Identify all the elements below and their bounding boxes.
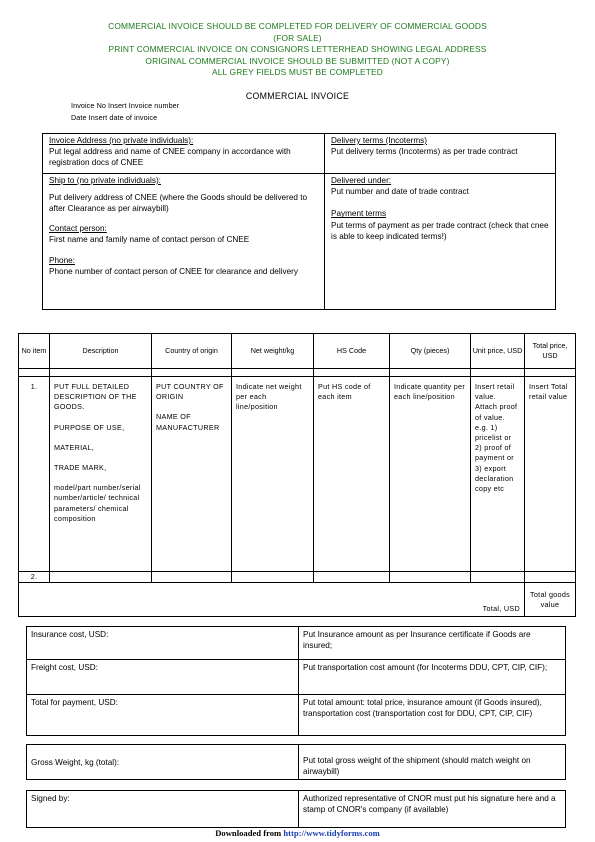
description-line: PUT FULL DETAILED DESCRIPTION OF THE GOODS.	[54, 382, 137, 412]
header-qty: Qty (pieces)	[390, 334, 471, 369]
page-title: COMMERCIAL INVOICE	[245, 91, 350, 101]
total-payment-field[interactable]: Put total amount: total price, insurance amount (if Goods insured), transportation cost (transportation cost for DDU, CPT, CIP, CIF)	[299, 695, 566, 736]
header-no-item: No item	[19, 334, 50, 369]
instruction-line-2: (FOR SALE)	[273, 32, 322, 43]
unit-price-cell[interactable]: Insert retail value. Attach proof of value. e.g. 1) pricelist or 2) proof of payment or 3) export declaration copy etc	[471, 377, 525, 572]
ship-to-label: Ship to (no private individuals):	[49, 176, 161, 185]
description-line: model/part number/serial number/article/ technical parameters/ chemical composition	[54, 483, 141, 523]
freight-cost-field[interactable]: Put transportation cost amount (for Incoterms DDU, CPT, CIP, CIF);	[299, 660, 566, 695]
payment-terms-text: Put terms of payment as per trade contract (check that cnee is able to keep indicated terms!)	[331, 220, 549, 241]
invoice-address-label: Invoice Address (no private individuals):	[49, 136, 194, 145]
description-line: TRADE MARK,	[54, 463, 107, 473]
delivery-terms-cell[interactable]	[325, 134, 556, 174]
phone-text: Phone number of contact person of CNEE for clearance and delivery	[49, 267, 298, 277]
empty-cell[interactable]	[471, 572, 525, 583]
country-cell[interactable]	[152, 377, 232, 572]
insurance-cost-label: Insurance cost, USD:	[27, 627, 299, 660]
invoice-date-field[interactable]: Date Insert date of invoice	[71, 113, 158, 122]
freight-cost-label: Freight cost, USD:	[27, 660, 299, 695]
signature-field[interactable]: Authorized representative of CNOR must put his signature here and a stamp of CNOR's company (if available)	[299, 791, 566, 828]
net-weight-cell[interactable]: Indicate net weight per each line/position	[232, 377, 314, 572]
qty-cell[interactable]: Indicate quantity per each line/position	[390, 377, 471, 572]
invoice-number-field[interactable]: Invoice No Insert Invoice number	[71, 101, 180, 110]
hs-code-cell[interactable]: Put HS code of each item	[314, 377, 390, 572]
costs-table	[26, 626, 566, 736]
total-row	[19, 583, 576, 617]
payment-terms-label: Payment terms	[331, 209, 387, 219]
delivered-under-text: Put number and date of trade contract	[331, 187, 469, 197]
delivery-terms-label: Delivery terms (Incoterms)	[331, 136, 427, 145]
table-row	[19, 377, 576, 572]
description-line: MATERIAL,	[54, 442, 95, 452]
instruction-line-5: ALL GREY FIELDS MUST BE COMPLETED	[212, 67, 383, 77]
header-country-of-origin: Country of origin	[152, 334, 232, 369]
contact-person-text: First name and family name of contact person of CNEE	[49, 234, 250, 244]
description-line: PURPOSE OF USE,	[54, 422, 125, 432]
total-price-cell[interactable]: Insert Total retail value	[525, 377, 576, 572]
empty-cell[interactable]	[50, 572, 152, 583]
items-table	[18, 333, 576, 617]
delivered-under-label: Delivered under:	[331, 176, 392, 185]
instruction-line-1: COMMERCIAL INVOICE SHOULD BE COMPLETED FOR DELIVERY OF COMMERCIAL GOODS	[108, 21, 487, 31]
description-cell[interactable]	[50, 377, 152, 572]
ship-to-text: Put delivery address of CNEE (where the Goods should be delivered to after Clearance as per airwaybill)	[49, 193, 308, 214]
empty-cell[interactable]	[390, 572, 471, 583]
empty-cell[interactable]	[525, 572, 576, 583]
instructions-header	[0, 21, 595, 79]
item-number: 2.	[19, 572, 50, 583]
header-unit-price: Unit price, USD	[471, 334, 525, 369]
parties-table	[42, 133, 556, 310]
gross-weight-label: Gross Weight, kg (total):	[27, 745, 299, 780]
instruction-line-4: ORIGINAL COMMERCIAL INVOICE SHOULD BE SUBMITTED (NOT A COPY)	[145, 55, 450, 66]
country-line: PUT COUNTRY OF ORIGIN	[156, 382, 224, 402]
gross-weight-table	[26, 744, 566, 780]
invoice-address-cell[interactable]	[43, 134, 325, 174]
header-hs-code: HS Code	[314, 334, 390, 369]
footer	[0, 828, 595, 838]
total-goods-value-cell[interactable]: Total goods value	[525, 583, 576, 617]
footer-prefix: Downloaded from	[215, 828, 284, 838]
total-usd-label: Total, USD	[19, 583, 525, 617]
empty-cell[interactable]	[314, 572, 390, 583]
header-net-weight: Net weight/kg	[232, 334, 314, 369]
insurance-cost-field[interactable]: Put Insurance amount as per Insurance certificate if Goods are insured;	[299, 627, 566, 660]
footer-link[interactable]: http://www.tidyforms.com	[283, 828, 380, 838]
header-total-price: Total price, USD	[525, 334, 576, 369]
table-spacer-row	[19, 369, 576, 377]
invoice-address-text: Put legal address and name of CNEE company in accordance with registration docs of CNEE	[49, 147, 291, 168]
total-payment-label: Total for payment, USD:	[27, 695, 299, 736]
signed-by-label: Signed by:	[27, 791, 299, 828]
contact-person-label: Contact person:	[49, 223, 107, 233]
signature-table	[26, 790, 566, 828]
empty-cell[interactable]	[232, 572, 314, 583]
phone-label: Phone:	[49, 256, 75, 266]
gross-weight-field[interactable]: Put total gross weight of the shipment (should match weight on airwaybill)	[299, 745, 566, 780]
delivery-terms-text: Put delivery terms (Incoterms) as per trade contract	[331, 147, 518, 157]
table-row	[19, 572, 576, 583]
ship-to-cell[interactable]	[43, 174, 325, 310]
item-number: 1.	[19, 377, 50, 572]
delivered-under-cell[interactable]	[325, 174, 556, 310]
empty-cell[interactable]	[152, 572, 232, 583]
header-description: Description	[50, 334, 152, 369]
manufacturer-line: NAME OF MANUFACTURER	[156, 412, 220, 432]
instruction-line-3: PRINT COMMERCIAL INVOICE ON CONSIGNORS LETTERHEAD SHOWING LEGAL ADDRESS	[108, 44, 487, 54]
